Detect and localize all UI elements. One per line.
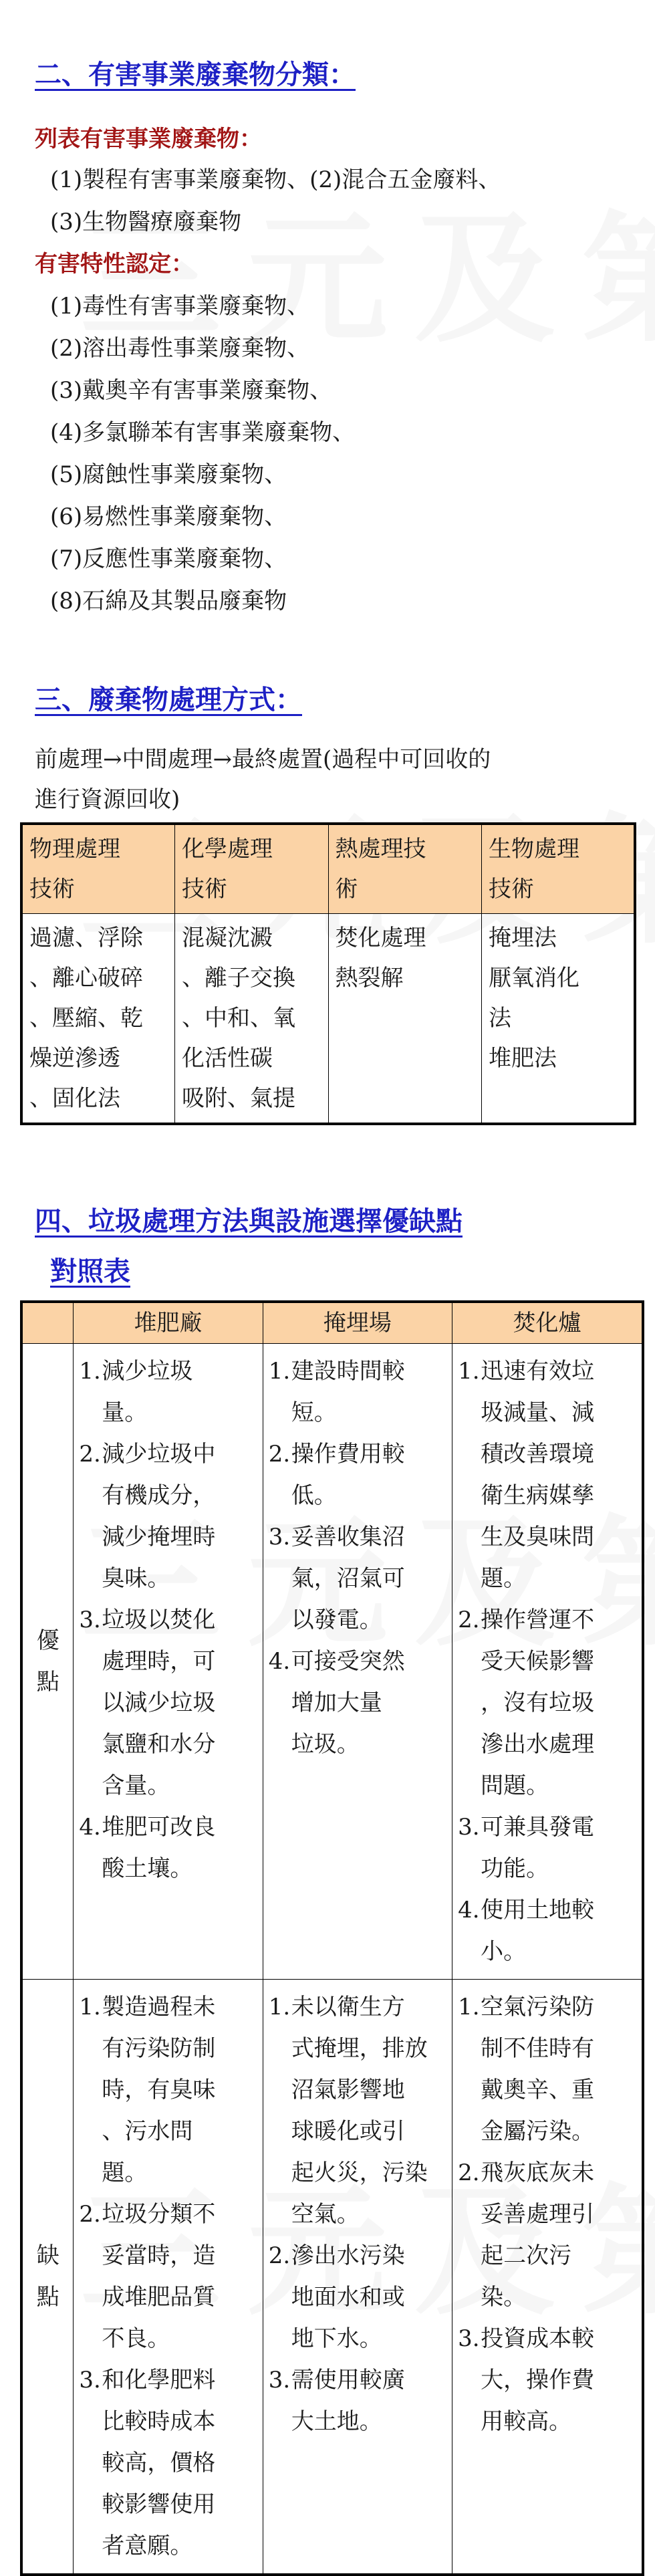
section-2-title: 二、有害事業廢棄物分類： (35, 60, 356, 90)
item-line: 球暖化或引 (291, 2118, 405, 2145)
item-number: 3. (79, 2367, 101, 2393)
item-line: 垃圾分類不 (102, 2201, 216, 2228)
compost-cell (74, 1344, 263, 1980)
item-number: 2. (458, 2159, 480, 2186)
list-item (269, 1641, 449, 1765)
item-line: 堆肥可改良 (102, 1814, 216, 1841)
item-number: 3. (458, 2325, 480, 2352)
item-line: 滲出水污染 (291, 2242, 405, 2269)
item-line: 以減少垃圾 (102, 1689, 216, 1716)
item-number: 1. (268, 1994, 291, 2020)
item-line: 氯鹽和水分 (102, 1731, 216, 1758)
item-line: 可接受突然 (291, 1648, 405, 1675)
item-number: 2. (79, 2201, 101, 2228)
compost-cell (74, 1980, 263, 2575)
item-line: 不良。 (102, 2325, 170, 2352)
characteristic-line: (1)毒性有害事業廢棄物、 (50, 293, 310, 320)
item-list (269, 1351, 449, 1765)
disadvantages-row (21, 1980, 643, 2575)
comparison-table-body (21, 1344, 643, 2575)
list-item (458, 1351, 639, 1599)
item-line: 較影響使用 (102, 2491, 216, 2518)
item-line: 氣，沼氣可 (291, 1565, 405, 1592)
list-item (269, 1433, 449, 1516)
list-item (269, 1516, 449, 1641)
item-line: 減少垃圾中 (102, 1441, 216, 1468)
list-item (458, 1986, 639, 2152)
item-number: 2. (268, 2242, 291, 2269)
characteristic-line: (4)多氯聯苯有害事業廢棄物、 (50, 419, 356, 446)
item-line: 題。 (102, 2159, 148, 2186)
item-line: 和化學肥料 (102, 2367, 216, 2393)
item-list (458, 1986, 639, 2442)
item-line: 用較高。 (481, 2408, 572, 2435)
item-number: 1. (79, 1358, 101, 1385)
list-item (458, 2152, 639, 2318)
item-line: 減少垃圾 (102, 1358, 193, 1385)
list-item (79, 1599, 259, 1806)
item-line: 增加大量 (291, 1689, 382, 1716)
corner-cell (21, 1302, 74, 1344)
item-line: 地下水。 (291, 2325, 382, 2352)
item-number: 1. (79, 1994, 101, 2020)
list-item (269, 1986, 449, 2235)
item-line: 臭味。 (102, 1565, 170, 1592)
item-line: 空氣污染防 (481, 1994, 595, 2020)
comparison-table (20, 1300, 644, 2576)
listed-heading: 列表有害事業廢棄物： (35, 126, 262, 152)
item-line: 起火災，污染 (291, 2159, 428, 2186)
item-line: 大，操作費 (481, 2367, 595, 2393)
item-line: 投資成本較 (481, 2325, 595, 2352)
item-line: 較高，價格 (102, 2450, 216, 2476)
treatment-methods-table (20, 822, 636, 1125)
item-list (458, 1351, 639, 1972)
item-line: 制不佳時有 (481, 2035, 595, 2062)
item-line: 積改善環境 (481, 1441, 595, 1468)
item-line: 生及臭味問 (481, 1524, 595, 1550)
item-line: 未以衛生方 (291, 1994, 405, 2020)
item-line: 妥善處理引 (481, 2201, 595, 2228)
characteristic-line: (2)溶出毒性事業廢棄物、 (50, 335, 310, 362)
listed-line: (1)製程有害事業廢棄物、(2)混合五金廢料、 (50, 166, 501, 193)
item-number: 1. (458, 1358, 480, 1385)
characteristic-line: (6)易燃性事業廢棄物、 (50, 503, 287, 530)
header-landfill: 掩埋場 (263, 1302, 452, 1344)
section-4-title: 對照表 (50, 1256, 130, 1287)
item-line: 處理時，可 (102, 1648, 216, 1675)
item-line: 操作費用較 (291, 1441, 405, 1468)
chemical-methods: 混凝沈澱 、離子交換 、中和、氧 化活性碳 吸附、氣提 (175, 914, 329, 1125)
item-line: 含量。 (102, 1772, 170, 1799)
item-line: 迅速有效垃 (481, 1358, 595, 1385)
listed-line: (3)生物醫療廢棄物 (50, 209, 242, 235)
item-list (79, 1351, 259, 1889)
item-number: 3. (79, 1607, 101, 1633)
item-line: 金屬污染。 (481, 2118, 595, 2145)
item-number: 1. (268, 1358, 291, 1385)
item-number: 4. (458, 1897, 480, 1923)
item-line: 地面水和或 (291, 2284, 405, 2311)
item-line: 製造過程未 (102, 1994, 216, 2020)
list-item (79, 1433, 259, 1599)
section-4-title: 四、垃圾處理方法與設施選擇優缺點 (35, 1206, 463, 1237)
characteristic-line: (8)石綿及其製品廢棄物 (50, 588, 287, 614)
section-3-title: 三、廢棄物處理方式： (35, 685, 302, 715)
item-line: 可兼具發電 (481, 1814, 595, 1841)
thermal-methods: 焚化處理 熱裂解 (328, 914, 482, 1125)
item-line: 短。 (291, 1399, 337, 1426)
item-line: 有污染防制 (102, 2035, 216, 2062)
item-line: 圾減量、減 (481, 1399, 595, 1426)
characteristic-line: (7)反應性事業廢棄物、 (50, 546, 287, 572)
characteristic-heading: 有害特性認定： (35, 251, 194, 277)
item-line: 使用土地較 (481, 1897, 595, 1923)
process-intro: 前處理→中間處理→最終處置(過程中可回收的 (35, 746, 491, 773)
item-line: 戴奧辛、重 (481, 2077, 595, 2103)
row-label: 缺 點 (21, 1980, 74, 2575)
incinerator-cell (452, 1344, 643, 1980)
item-line: 問題。 (481, 1772, 549, 1799)
item-line: 、污水問 (102, 2118, 193, 2145)
item-line: 量。 (102, 1399, 148, 1426)
list-item (79, 1986, 259, 2194)
item-line: 染。 (481, 2284, 527, 2311)
item-line: 大土地。 (291, 2408, 382, 2435)
landfill-cell (263, 1344, 452, 1980)
list-item (269, 2359, 449, 2442)
item-line: 小。 (481, 1938, 527, 1965)
list-item (458, 1806, 639, 1889)
item-line: 比較時成本 (102, 2408, 216, 2435)
item-line: 時，有臭味 (102, 2077, 216, 2103)
item-number: 3. (268, 1524, 291, 1550)
process-intro: 進行資源回收) (35, 786, 180, 813)
table-row (21, 914, 635, 1125)
item-line: 有機成分， (102, 1482, 216, 1509)
item-list (269, 1986, 449, 2442)
landfill-cell (263, 1980, 452, 2575)
item-line: 空氣。 (291, 2201, 360, 2228)
item-line: 需使用較廣 (291, 2367, 405, 2393)
item-line: 受天候影響 (481, 1648, 595, 1675)
item-number: 1. (458, 1994, 480, 2020)
item-line: 式掩埋，排放 (291, 2035, 428, 2062)
item-number: 3. (268, 2367, 291, 2393)
item-line: 建設時間較 (291, 1358, 405, 1385)
characteristic-line: (5)腐蝕性事業廢棄物、 (50, 461, 287, 488)
item-line: 垃圾。 (291, 1731, 360, 1758)
list-item (458, 1889, 639, 1972)
item-line: 低。 (291, 1482, 337, 1509)
item-line: 者意願。 (102, 2533, 193, 2559)
item-number: 4. (268, 1648, 291, 1675)
item-line: ，沒有垃圾 (481, 1689, 595, 1716)
item-number: 2. (79, 1441, 101, 1468)
list-item (458, 1599, 639, 1806)
item-line: 減少掩埋時 (102, 1524, 216, 1550)
list-item (79, 2359, 259, 2567)
incinerator-cell (452, 1980, 643, 2575)
item-line: 衛生病媒孳 (481, 1482, 595, 1509)
list-item (458, 2318, 639, 2442)
item-number: 3. (458, 1814, 480, 1841)
list-item (79, 2194, 259, 2359)
header-biological: 生物處理 技術 (482, 824, 636, 914)
item-line: 功能。 (481, 1855, 549, 1882)
list-item (269, 1351, 449, 1433)
item-line: 題。 (481, 1565, 527, 1592)
item-line: 沼氣影響地 (291, 2077, 405, 2103)
item-line: 妥善收集沼 (291, 1524, 405, 1550)
row-label: 優 點 (21, 1344, 74, 1980)
advantages-row (21, 1344, 643, 1980)
physical-methods: 過濾、浮除 、離心破碎 、壓縮、乾 燥逆滲透 、固化法 (21, 914, 175, 1125)
item-line: 操作營運不 (481, 1607, 595, 1633)
item-line: 垃圾以焚化 (102, 1607, 216, 1633)
item-number: 2. (458, 1607, 480, 1633)
table-header-row (21, 1302, 643, 1344)
header-incinerator: 焚化爐 (452, 1302, 643, 1344)
header-physical: 物理處理 技術 (21, 824, 175, 914)
item-number: 4. (79, 1814, 101, 1841)
header-thermal: 熱處理技 術 (328, 824, 482, 914)
item-line: 滲出水處理 (481, 1731, 595, 1758)
table-header-row (21, 824, 635, 914)
item-line: 成堆肥品質 (102, 2284, 216, 2311)
list-item (79, 1806, 259, 1889)
item-line: 飛灰底灰未 (481, 2159, 595, 2186)
item-line: 酸土壤。 (102, 1855, 193, 1882)
item-line: 以發電。 (291, 1607, 382, 1633)
item-number: 2. (268, 1441, 291, 1468)
characteristic-line: (3)戴奧辛有害事業廢棄物、 (50, 377, 333, 404)
item-list (79, 1986, 259, 2567)
item-line: 妥當時，造 (102, 2242, 216, 2269)
header-chemical: 化學處理 技術 (175, 824, 329, 914)
biological-methods: 掩埋法 厭氧消化 法 堆肥法 (482, 914, 636, 1125)
list-item (269, 2235, 449, 2359)
item-line: 起二次污 (481, 2242, 572, 2269)
list-item (79, 1351, 259, 1433)
header-compost: 堆肥廠 (74, 1302, 263, 1344)
